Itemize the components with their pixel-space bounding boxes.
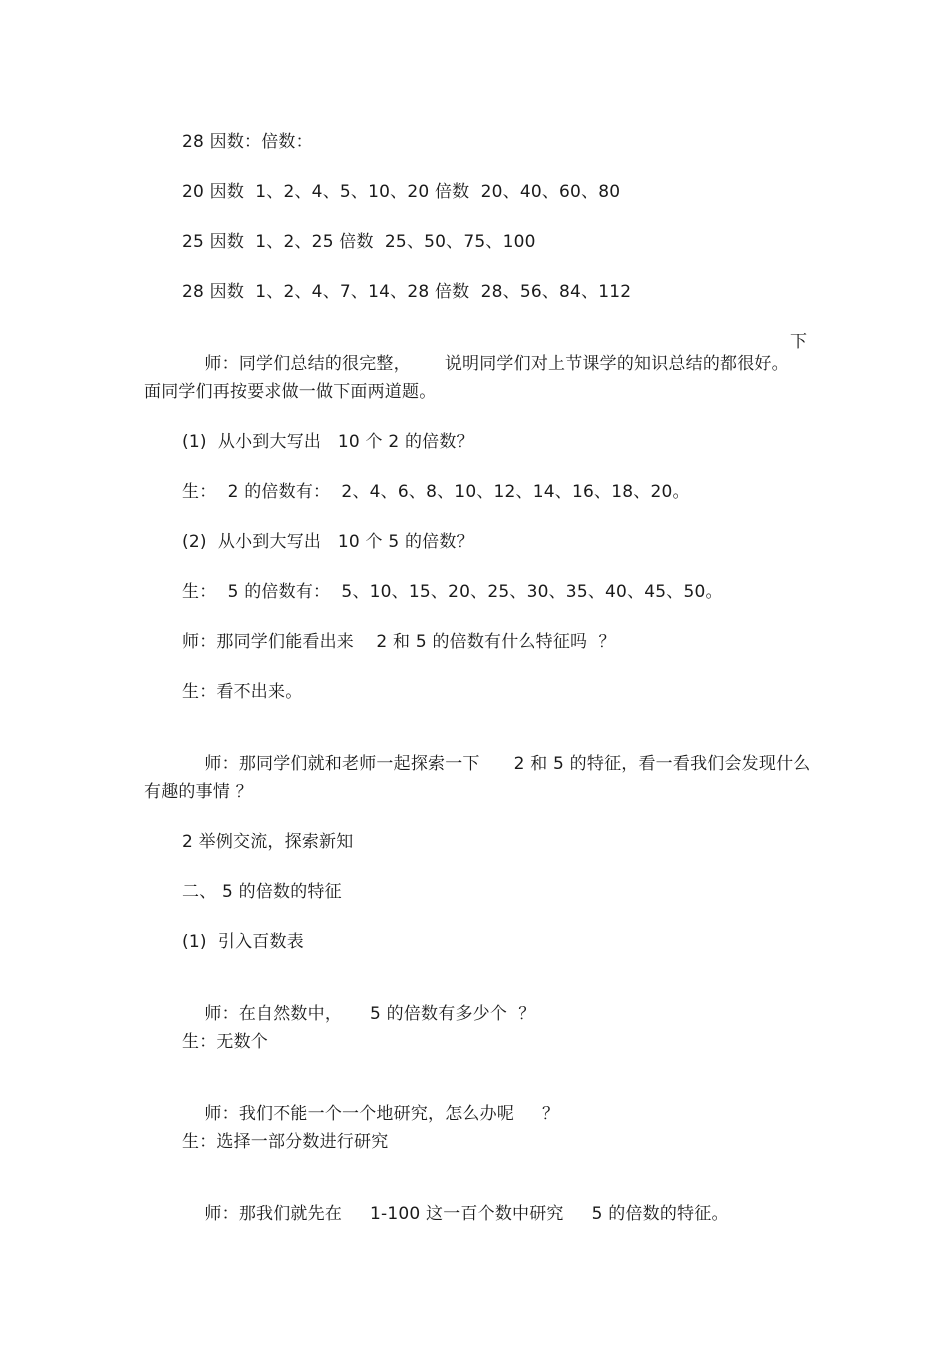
text-line-28-factors-multiples: 28 因数 1、2、4、7、14、28 倍数 28、56、84、112 xyxy=(182,282,632,302)
teacher-plan-part-2: 1-100 这一百个数中研究 xyxy=(370,1204,564,1224)
text-line-28-factors-multiples-heading: 28 因数：倍数： xyxy=(182,132,313,152)
student-reply-select-part: 生：选择一部分数进行研究 xyxy=(182,1132,389,1152)
teacher-question-how-many-part-1: 师：在自然数中， xyxy=(204,1004,343,1024)
teacher-plan-line xyxy=(182,1181,729,1247)
text-line-25-factors-multiples: 25 因数 1、2、25 倍数 25、50、75、100 xyxy=(182,232,536,252)
teacher-explore-part-1: 师：那同学们就和老师一起探索一下 xyxy=(204,754,480,774)
student-reply-cannot-see: 生：看不出来。 xyxy=(182,682,303,702)
section-heading-examples: 2 举例交流，探索新知 xyxy=(182,832,354,852)
teacher-plan-part-1: 师：那我们就先在 xyxy=(204,1204,343,1224)
teacher-summary-continuation: 面同学们再按要求做一做下面两道题。 xyxy=(144,382,437,402)
teacher-explore-continuation: 有趣的事情 ？ xyxy=(144,782,253,802)
section-heading-multiples-of-5: 二、 5 的倍数的特征 xyxy=(182,882,342,902)
subsection-hundred-chart: (1) 引入百数表 xyxy=(182,932,304,952)
teacher-summary-part-3: 下 xyxy=(790,332,808,352)
teacher-summary-part-1: 师：同学们总结的很完整， xyxy=(204,354,411,374)
question-2: (2) 从小到大写出 10 个 5 的倍数？ xyxy=(182,532,474,552)
teacher-question-feature: 师：那同学们能看出来 2 和 5 的倍数有什么特征吗 ？ xyxy=(182,632,616,652)
teacher-question-what-to-do-part-2: ？ xyxy=(542,1104,560,1124)
student-reply-infinite: 生：无数个 xyxy=(182,1032,268,1052)
teacher-summary-part-2: 说明同学们对上节课学的知识总结的都很好。 xyxy=(444,354,789,374)
question-1: (1) 从小到大写出 10 个 2 的倍数？ xyxy=(182,432,474,452)
student-answer-2: 生： 5 的倍数有： 5、10、15、20、25、30、35、40、45、50。 xyxy=(182,582,723,602)
student-answer-1: 生： 2 的倍数有： 2、4、6、8、10、12、14、16、18、20。 xyxy=(182,482,690,502)
text-line-20-factors-multiples: 20 因数 1、2、4、5、10、20 倍数 20、40、60、80 xyxy=(182,182,621,202)
teacher-explore-part-2: 2 和 5 的特征，看一看我们会发现什么 xyxy=(513,754,811,774)
teacher-plan-part-3: 5 的倍数的特征。 xyxy=(591,1204,729,1224)
teacher-explore-line xyxy=(182,731,810,797)
teacher-question-how-many-part-2: 5 的倍数有多少个 ？ xyxy=(370,1004,536,1024)
teacher-question-what-to-do-part-1: 师：我们不能一个一个地研究，怎么办呢 xyxy=(204,1104,515,1124)
